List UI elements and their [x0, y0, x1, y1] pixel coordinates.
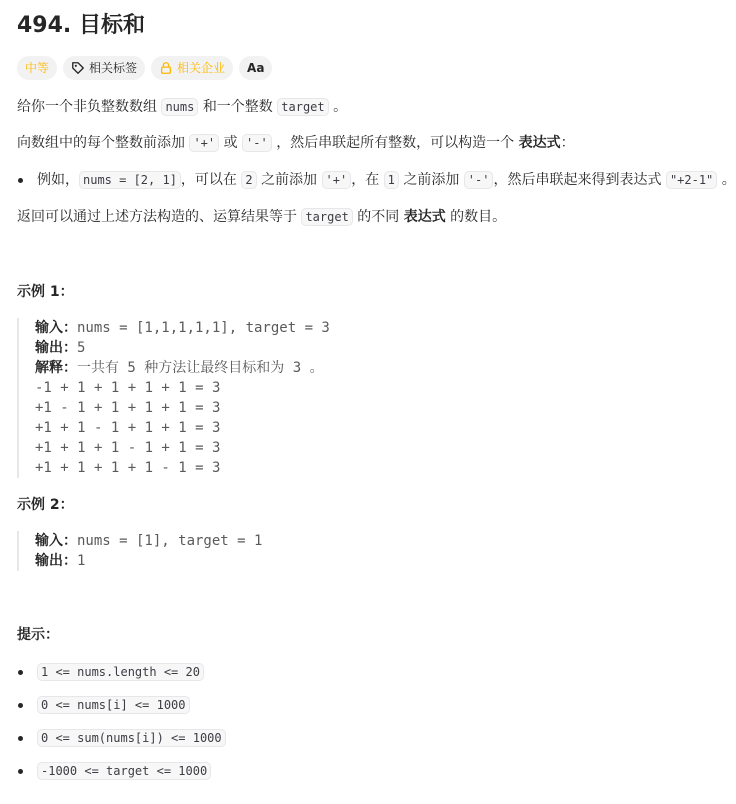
- constraint-item: [17, 761, 211, 782]
- text: 例如，: [37, 172, 79, 188]
- bullet-dot: [18, 736, 23, 741]
- difficulty-badge: 中等: [17, 56, 57, 80]
- bullet-dot: [18, 670, 23, 675]
- text: ，然后串联起来得到表达式: [493, 172, 662, 188]
- description-paragraph-2: [17, 133, 575, 154]
- lock-icon: [159, 61, 173, 75]
- inline-code: '+': [189, 134, 219, 152]
- font-size-button[interactable]: [239, 56, 272, 80]
- explanation-line: +1 + 1 + 1 + 1 - 1 = 3: [35, 460, 221, 476]
- inline-code: "+2-1": [666, 171, 717, 189]
- problem-title: 494. 目标和: [17, 13, 145, 38]
- tag-row: [17, 56, 714, 80]
- output-label: 输出：: [35, 553, 77, 569]
- text: 之前添加: [403, 172, 460, 188]
- inline-code: '-': [242, 134, 272, 152]
- explain-label: 解释：: [35, 360, 77, 376]
- text: ，在: [351, 172, 380, 188]
- inline-code: '-': [464, 171, 494, 189]
- input-label: 输入：: [35, 533, 77, 549]
- text: 之前添加: [261, 172, 318, 188]
- text: 和一个整数: [202, 99, 273, 115]
- text: 向数组中的每个整数前添加: [17, 135, 185, 151]
- example-1-block: [17, 318, 330, 478]
- companies-tag-button[interactable]: [151, 56, 233, 80]
- example-2-title: 示例 2：: [17, 497, 74, 513]
- text: 的不同: [357, 209, 400, 225]
- description-paragraph-3: [17, 207, 506, 228]
- bullet-dot: [18, 178, 23, 183]
- text: 或: [223, 135, 238, 151]
- inline-code: '+': [322, 171, 352, 189]
- bold-text: 表达式: [518, 135, 561, 151]
- list-item: [17, 170, 736, 191]
- text: ：: [560, 135, 575, 151]
- example-output: 5: [77, 340, 86, 356]
- constraints-title: 提示：: [17, 627, 59, 643]
- explanation-line: -1 + 1 + 1 + 1 + 1 = 3: [35, 380, 221, 396]
- example-input: nums = [1], target = 1: [77, 533, 263, 549]
- bold-text: 表达式: [403, 209, 446, 225]
- example-1-title: 示例 1：: [17, 284, 74, 300]
- bullet-dot: [18, 769, 23, 774]
- example-output: 1: [77, 553, 86, 569]
- description-paragraph-1: [17, 97, 347, 118]
- inline-code: target: [277, 98, 328, 116]
- text: 返回可以通过上述方法构造的、运算结果等于: [17, 209, 297, 225]
- inline-code: 1: [384, 171, 399, 189]
- explanation-line: +1 - 1 + 1 + 1 + 1 = 3: [35, 400, 221, 416]
- input-label: 输入：: [35, 320, 77, 336]
- inline-code: nums: [161, 98, 198, 116]
- explanation-line: +1 + 1 - 1 + 1 + 1 = 3: [35, 420, 221, 436]
- text: 的数目。: [450, 209, 507, 225]
- topics-tag-label: 相关标签: [89, 61, 138, 75]
- inline-code: 1 <= nums.length <= 20: [37, 663, 204, 681]
- inline-code: target: [301, 208, 352, 226]
- constraint-item: [17, 662, 204, 683]
- inline-code: nums = [2, 1]: [79, 171, 181, 189]
- example-explanation: 一共有 5 种方法让最终目标和为 3 。: [77, 360, 324, 376]
- example-2-block: [17, 531, 262, 571]
- text: 。: [721, 172, 736, 188]
- constraint-item: [17, 728, 226, 749]
- topics-tag-button[interactable]: [63, 56, 145, 80]
- inline-code: -1000 <= target <= 1000: [37, 762, 211, 780]
- bullet-dot: [18, 703, 23, 708]
- explanation-line: +1 + 1 + 1 - 1 + 1 = 3: [35, 440, 221, 456]
- text: 给你一个非负整数数组: [17, 99, 157, 115]
- inline-code: 0 <= sum(nums[i]) <= 1000: [37, 729, 226, 747]
- text: ，然后串联起所有整数，可以构造一个: [276, 135, 515, 151]
- font-size-icon: Aa: [247, 61, 265, 75]
- tag-icon: [71, 61, 85, 75]
- text: ，可以在: [180, 172, 237, 188]
- text: 。: [333, 99, 348, 115]
- output-label: 输出：: [35, 340, 77, 356]
- inline-code: 2: [241, 171, 256, 189]
- inline-code: 0 <= nums[i] <= 1000: [37, 696, 190, 714]
- constraint-item: [17, 695, 190, 716]
- companies-tag-label: 相关企业: [177, 61, 226, 75]
- example-input: nums = [1,1,1,1,1], target = 3: [77, 320, 330, 336]
